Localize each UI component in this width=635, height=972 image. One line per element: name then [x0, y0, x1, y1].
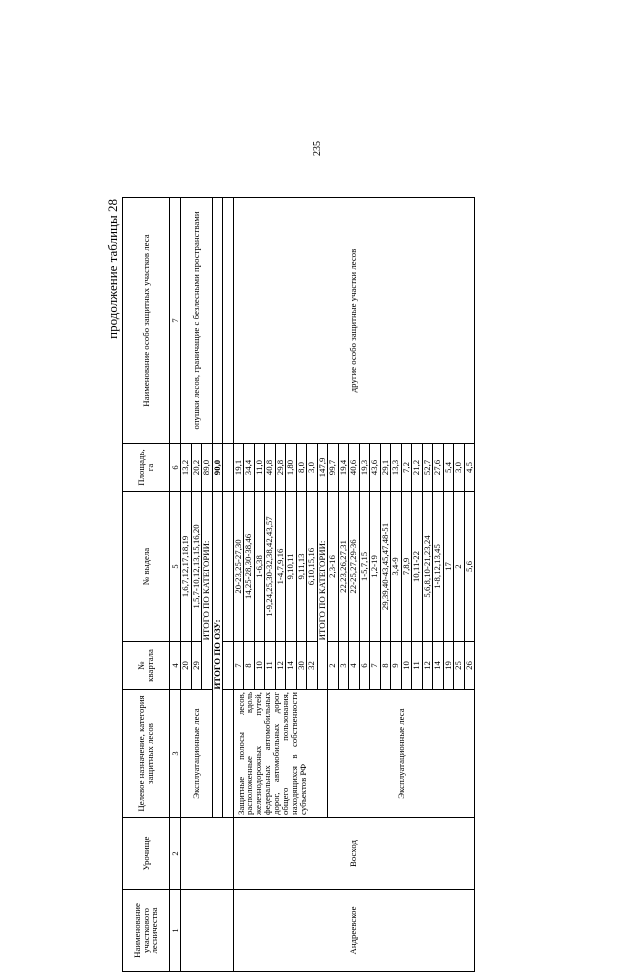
header-forestry: Наименование участкового лесничества — [123, 890, 170, 972]
plots-cell: 1,2-19 — [370, 492, 381, 642]
quarter-cell: 14 — [286, 642, 297, 690]
area-cell: 8,0 — [296, 444, 307, 492]
area-cell: 19,4 — [338, 444, 349, 492]
plots-cell: 1-6,38 — [254, 492, 265, 642]
page-number: 235 — [312, 141, 323, 156]
area-cell: 11,0 — [254, 444, 265, 492]
header-ozu-name: Наименование особо защитных участков леса — [123, 198, 170, 444]
quarter-cell: 25 — [454, 642, 465, 690]
ozu-other-cell: другие особо защитные участки лесов — [233, 198, 475, 444]
total-ozu-value: 90,0 — [212, 444, 223, 492]
area-cell: 3,0 — [307, 444, 318, 492]
quarter-cell: 3 — [338, 642, 349, 690]
plots-cell: 9,10,11 — [286, 492, 297, 642]
quarter-cell: 29 — [191, 642, 202, 690]
category-protective-cell: Защитные полосы лесов, расположенные вдоль железнодорожных путей, федеральных автомобильных дорог, автомобильных дорог общего пользования, находящихся в собственности субъектов РФ — [233, 690, 328, 818]
column-number: 1 — [170, 890, 181, 972]
tract-cell-continued — [181, 818, 234, 890]
plots-cell: 14,25-28,30-38,46 — [244, 492, 255, 642]
header-plots: № выдела — [123, 492, 170, 642]
area-cell: 5,4 — [443, 444, 454, 492]
quarter-cell: 9 — [391, 642, 402, 690]
plots-cell: 1-4,7,9,16 — [275, 492, 286, 642]
forestry-cell-continued — [181, 890, 234, 972]
quarter-cell: 8 — [380, 642, 391, 690]
area-cell: 40,6 — [349, 444, 360, 492]
quarter-cell: 10 — [254, 642, 265, 690]
column-number: 2 — [170, 818, 181, 890]
table-row — [233, 198, 244, 972]
forestry-name-cell: Андреевское — [233, 890, 475, 972]
empty-cell — [223, 690, 234, 818]
plots-cell: 3,4-9 — [391, 492, 402, 642]
quarter-cell: 10 — [401, 642, 412, 690]
quarter-cell: 14 — [433, 642, 444, 690]
column-number: 4 — [170, 642, 181, 690]
plots-cell: 1,5,7-10,12,13,15,16,20 — [191, 492, 202, 642]
plots-cell: 1-8,12,13,45 — [433, 492, 444, 642]
area-cell: 13,3 — [391, 444, 402, 492]
quarter-cell: 11 — [412, 642, 423, 690]
quarter-cell: 7 — [370, 642, 381, 690]
rotated-table-sheet — [104, 198, 560, 972]
quarter-cell: 6 — [359, 642, 370, 690]
header-category: Целевое назначение, категория защитных лесов — [123, 690, 170, 818]
subtotal-category-label: ИТОГО ПО КАТЕГОРИИ: — [202, 492, 213, 690]
plots-cell: 1-5,7,15 — [359, 492, 370, 642]
area-cell: 43,6 — [370, 444, 381, 492]
tract-name-cell: Восход — [233, 818, 475, 890]
column-number-row — [170, 198, 181, 972]
header-area: Площадь, га — [123, 444, 170, 492]
table-row — [181, 198, 192, 972]
quarter-cell: 19 — [443, 642, 454, 690]
quarter-cell: 32 — [307, 642, 318, 690]
area-cell: 29,8 — [275, 444, 286, 492]
plots-cell: 9,11,13 — [296, 492, 307, 642]
area-cell: 1,80 — [286, 444, 297, 492]
area-cell: 27,6 — [433, 444, 444, 492]
quarter-cell: 11 — [265, 642, 276, 690]
plots-cell: 17 — [443, 492, 454, 642]
plots-cell: 5,6,8,10-21,23,24 — [422, 492, 433, 642]
ozu-edges-cell: опушки лесов, граничащие с безлесными пространствами — [181, 198, 213, 444]
plots-cell: 1-9,24,25,30-32,38,42,43,57 — [265, 492, 276, 642]
column-number: 5 — [170, 492, 181, 642]
column-number: 6 — [170, 444, 181, 492]
quarter-cell: 12 — [275, 642, 286, 690]
area-cell: 3,0 — [454, 444, 465, 492]
area-cell: 40,8 — [265, 444, 276, 492]
empty-cell — [223, 444, 234, 492]
area-cell: 21,2 — [412, 444, 423, 492]
plots-cell: 6,10,15,16 — [307, 492, 318, 642]
protected-areas-table — [122, 197, 475, 972]
area-cell: 20,2 — [191, 444, 202, 492]
subtotal-category-value: 147,9 — [317, 444, 328, 492]
table-caption: продолжение таблицы 28 — [105, 199, 120, 339]
empty-cell — [223, 642, 234, 690]
empty-cell — [223, 198, 234, 444]
column-number: 7 — [170, 198, 181, 444]
quarter-cell: 2 — [328, 642, 339, 690]
area-cell: 52,7 — [422, 444, 433, 492]
quarter-cell: 7 — [233, 642, 244, 690]
quarter-cell: 30 — [296, 642, 307, 690]
area-cell: 99,7 — [328, 444, 339, 492]
category-exploitation-cell: Эксплуатационные леса — [181, 690, 213, 818]
plots-cell: 2 — [454, 492, 465, 642]
area-cell: 19,1 — [233, 444, 244, 492]
quarter-cell: 12 — [422, 642, 433, 690]
plots-cell: 1,6,7,12,17,18,19 — [181, 492, 192, 642]
plots-cell: 7,8,9 — [401, 492, 412, 642]
empty-cell — [223, 492, 234, 642]
total-ozu-label: ИТОГО ПО ОЗУ: — [212, 492, 223, 818]
header-row — [123, 198, 170, 972]
area-cell: 29,1 — [380, 444, 391, 492]
plots-cell: 2,3-16 — [328, 492, 339, 642]
header-tract: Урочище — [123, 818, 170, 890]
plots-cell: 10,11-22 — [412, 492, 423, 642]
subtotal-category-value: 89,0 — [202, 444, 213, 492]
column-number: 3 — [170, 690, 181, 818]
area-cell: 13,2 — [181, 444, 192, 492]
area-cell: 19,3 — [359, 444, 370, 492]
quarter-cell: 8 — [244, 642, 255, 690]
quarter-cell: 26 — [464, 642, 475, 690]
area-cell: 4,5 — [464, 444, 475, 492]
empty-cell — [212, 198, 223, 444]
plots-cell: 20-23,25-27,30 — [233, 492, 244, 642]
subtotal-category-label: ИТОГО ПО КАТЕГОРИИ: — [317, 492, 328, 690]
plots-cell: 22-25,27,29-36 — [349, 492, 360, 642]
quarter-cell: 4 — [349, 642, 360, 690]
header-quarter: № квартала — [123, 642, 170, 690]
area-cell: 34,4 — [244, 444, 255, 492]
plots-cell: 29,39,40-43,45,47,48-51 — [380, 492, 391, 642]
category-exploitation-cell: Эксплуатационные леса — [328, 690, 475, 818]
area-cell: 7,2 — [401, 444, 412, 492]
quarter-cell: 20 — [181, 642, 192, 690]
plots-cell: 22,23,26,27,31 — [338, 492, 349, 642]
plots-cell: 5,6 — [464, 492, 475, 642]
